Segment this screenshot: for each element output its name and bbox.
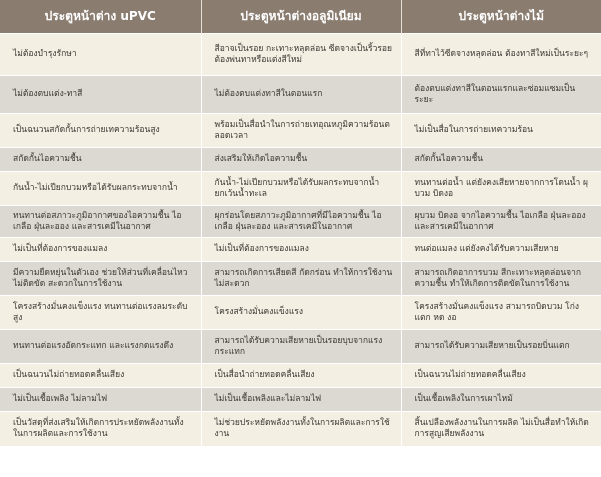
cell-wood: ผุบวม บิดงอ จากไอความชื้น ไอเกลือ ฝุ่นละออง และสารเคมีในอากาศ [401, 206, 601, 238]
cell-wood: สีที่ทาไว้ซีดจางหลุดล่อน ต้องทาสีใหม่เป็นระยะๆ [401, 34, 601, 76]
table-row [0, 262, 601, 296]
cell-aluminium: ไม่เป็นเชื้อเพลิงและไม่ลามไฟ [201, 388, 401, 412]
cell-wood: ทนต่อแมลง แต่ยังคงได้รับความเสียหาย [401, 238, 601, 262]
cell-aluminium: ไม่เป็นที่ต้องการของแมลง [201, 238, 401, 262]
table-row [0, 76, 601, 114]
cell-wood: สามารถเกิดอาการบวม สีกะเทาะหลุดล่อนจากความชื้น ทำให้เกิดการติดขัดในการใช้งาน [401, 262, 601, 296]
cell-wood: สามารถได้รับความเสียหายเป็นรอยบิ่นแตก [401, 330, 601, 364]
cell-upvc: ไม่ต้องตบแต่ง-ทาสี [0, 76, 201, 114]
table-row [0, 388, 601, 412]
header-upvc: ประตูหน้าต่าง uPVC [0, 0, 201, 34]
cell-upvc: ไม่ต้องบำรุงรักษา [0, 34, 201, 76]
table-row [0, 148, 601, 172]
cell-upvc: กันน้ำ-ไม่เปียกบวมหรือได้รับผลกระทบจากน้ำ [0, 172, 201, 206]
cell-upvc: ไม่เป็นเชื้อเพลิง ไม่ลามไฟ [0, 388, 201, 412]
cell-aluminium: กันน้ำ-ไม่เปียกบวมหรือได้รับผลกระทบจากน้ำ ยกเว้นน้ำทะเล [201, 172, 401, 206]
cell-aluminium: ไม่ช่วยประหยัดพลังงานทั้งในการผลิตและการใช้งาน [201, 412, 401, 446]
cell-upvc: เป็นฉนวนสกัดกั้นการถ่ายเทความร้อนสูง [0, 114, 201, 148]
cell-aluminium: พร้อมเป็นสื่อนำในการถ่ายเทอุณหภูมิความร้อนตลอดเวลา [201, 114, 401, 148]
table-row [0, 238, 601, 262]
cell-wood: โครงสร้างมั่นคงแข็งแรง สามารถบิดบวม โก่งแตก หด งอ [401, 296, 601, 330]
cell-upvc: ทนทานต่อแรงอัดกระแทก และแรงกดแรงดึง [0, 330, 201, 364]
cell-upvc: โครงสร้างมั่นคงแข็งแรง ทนทานต่อแรงลมระดับสูง [0, 296, 201, 330]
table-header-row [0, 0, 601, 34]
cell-wood: ไม่เป็นสื่อในการถ่ายเทความร้อน [401, 114, 601, 148]
cell-aluminium: สามารถได้รับความเสียหายเป็นรอยบุบจากแรงกระแทก [201, 330, 401, 364]
cell-upvc: สกัดกั้นไอความชื้น [0, 148, 201, 172]
cell-upvc: เป็นวัสดุที่ส่งเสริมให้เกิดการประหยัดพลังงานทั้งในการผลิตและการใช้งาน [0, 412, 201, 446]
cell-aluminium: ส่งเสริมให้เกิดไอความชื้น [201, 148, 401, 172]
cell-wood: สกัดกั้นไอความชื้น [401, 148, 601, 172]
cell-wood: ทนทานต่อน้ำ แต่ยังคงเสียหายจากการโดนน้ำ ผุบวม บิดงอ [401, 172, 601, 206]
cell-aluminium: เป็นสื่อนำถ่ายทอดคลื่นเสียง [201, 364, 401, 388]
header-wood: ประตูหน้าต่างไม้ [401, 0, 601, 34]
cell-upvc: เป็นฉนวนไม่ถ่ายทอดคลื่นเสียง [0, 364, 201, 388]
cell-upvc: มีความยืดหยุ่นในตัวเอง ช่วยให้ส่วนที่เคลื่อนไหวไม่ติดขัด สะดวกในการใช้งาน [0, 262, 201, 296]
cell-aluminium: สามารถเกิดการเสียดสี กัดกร่อน ทำให้การใช้งานไม่สะดวก [201, 262, 401, 296]
cell-wood: ต้องตบแต่งทาสีในตอนแรกและซ่อมแซมเป็นระยะ [401, 76, 601, 114]
table-row [0, 296, 601, 330]
table-row [0, 364, 601, 388]
cell-aluminium: ไม่ต้องตบแต่งทาสีในตอนแรก [201, 76, 401, 114]
cell-aluminium: โครงสร้างมั่นคงแข็งแรง [201, 296, 401, 330]
table-row [0, 206, 601, 238]
table-row [0, 330, 601, 364]
cell-wood: สิ้นเปลืองพลังงานในการผลิต ไม่เป็นสื่อทำให้เกิดการสูญเสียพลังงาน [401, 412, 601, 446]
table-row [0, 412, 601, 446]
cell-upvc: ทนทานต่อสภาวะภูมิอากาศของไอความชื้น ไอเกลือ ฝุ่นละออง และสารเคมีในอากาศ [0, 206, 201, 238]
table-row [0, 114, 601, 148]
cell-aluminium: สีอาจเป็นรอย กะเทาะหลุดล่อน ซีดจางเป็นริ้วรอย ต้องพ่นทาหรือแต่งสีใหม่ [201, 34, 401, 76]
cell-wood: เป็นฉนวนไม่ถ่ายทอดคลื่นเสียง [401, 364, 601, 388]
table-row [0, 34, 601, 76]
table-row [0, 172, 601, 206]
cell-aluminium: ผุกร่อนโดยสภาวะภูมิอากาศที่มีไอความชื้น ไอเกลือ ฝุ่นละออง และสารเคมีในอากาศ [201, 206, 401, 238]
cell-upvc: ไม่เป็นที่ต้องการของแมลง [0, 238, 201, 262]
cell-wood: เป็นเชื้อเพลิงในการเผาไหม้ [401, 388, 601, 412]
header-aluminium: ประตูหน้าต่างอลูมิเนียม [201, 0, 401, 34]
